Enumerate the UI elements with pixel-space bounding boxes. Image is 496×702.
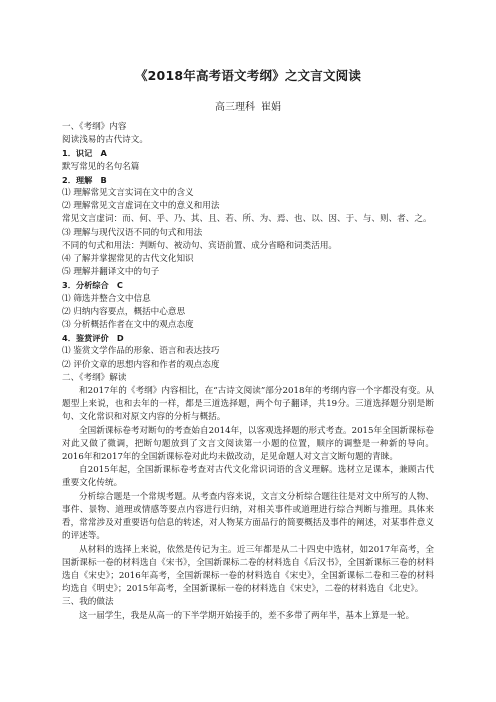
body-paragraph: 自2015年起，全国新课标卷考查对古代文化常识词语的含义理解。选材立足课本，兼顾古代重要文化传统。 [62,465,434,489]
body-paragraph: ⑶ 理解与现代汉语不同的句式和用法 [62,227,203,238]
body-paragraph: 1．识记 A [62,148,107,159]
body-paragraph: 分析综合题是一个常规考题。从考查内容来说，文言文分析综合题往往是对文中所写的人物、事件、景物、道理或情感等要点内容进行归纳，对相关事件或道理进行综合判断与推理。具体来看，常常涉及对重要语句信息的转述，对人物某方面品行的简要概括及事件的阐述，对某事件意义的评述等。 [62,491,434,542]
body-paragraph: ⑵ 理解常见文言虚词在文中的意义和用法 [62,201,220,212]
body-paragraph: ⑵ 评价文章的思想内容和作者的观点态度 [62,359,220,370]
body-paragraph: 阅读浅易的古代诗文。 [62,135,148,146]
body-paragraph: 不同的句式和用法：判断句、被动句、宾语前置、成分省略和词类活用。 [62,240,338,251]
body-paragraph: ⑸ 理解并翻译文中的句子 [62,267,160,278]
document-title: 《2018年高考语文考纲》之文言文阅读 [134,68,362,83]
body-paragraph: 三、我的做法 [62,597,114,608]
author-name: 崔娟 [261,102,281,113]
body-paragraph: ⑵ 归纳内容要点，概括中心意思 [62,306,186,317]
body-paragraph: 4．鉴赏评价 D [62,333,124,344]
body-paragraph: 全国新课标卷考对断句的考查始自2014年，以客观选择题的形式考查。2015年全国新课标卷对此又做了微调，把断句题放到了文言文阅读第一小题的位置，顺序的调整是一种新的导向。2016年和2017年的全国新课标卷对此均未做改动，足见命题人对文言文断句题的青睐。 [62,425,434,463]
body-paragraph: ⑴ 筛选并整合文中信息 [62,293,151,304]
author-role: 高三理科 [215,102,255,113]
body-paragraph: 和2017年的《考纲》内容相比，在“古诗文阅读”部分2018年的考纲内容一个字都没有变。从题型上来说，也和去年的一样，都是三道选择题，两个句子翻译，共19分。三道选择题分别是断句、文化常识和对原文内容的分析与概括。 [62,386,434,423]
body-paragraph: ⑴ 鉴赏文学作品的形象、语言和表达技巧 [62,346,220,357]
body-paragraph: 二、《考纲》解读 [62,372,127,383]
body-paragraph: 这一届学生，我是从高一的下半学期开始接手的，差不多带了两年半，基本上算是一轮。 [79,610,415,621]
body-paragraph: 默写常见的名句名篇 [62,161,140,172]
author-line [62,98,434,113]
body-paragraph: 2．理解 B [62,174,107,185]
body-paragraph: ⑶ 分析概括作者在文中的观点态度 [62,320,194,331]
body-paragraph: 从材料的选择上来说，依然是传记为主。近三年都是从二十四史中选材，如2017年高考，全国新课标一卷的材料选自《宋书》，全国新课标二卷的材料选自《后汉书》，全国新课标三卷的材料选自《宋史》；2016年高考，全国新课标一卷的材料选自《宋史》，全国新课标二卷和三卷的材料均选自《明史》；2015年高考，全国新课标一卷的材料选自《宋史》，二卷的材料选自《北史》。 [62,544,434,595]
body-paragraph: ⑷ 了解并掌握常见的古代文化知识 [62,254,194,265]
body-paragraph: 3．分析综合 C [62,280,123,291]
body-paragraph: ⑴ 理解常见文言实词在文中的含义 [62,188,194,199]
body-paragraph: 一、《考纲》内容 [62,122,127,132]
document-body [62,121,434,623]
body-paragraph: 常见文言虚词：而、何、乎、乃、其、且、若、所、为、焉、也、以、因、于、与、则、者、之。 [62,214,432,225]
